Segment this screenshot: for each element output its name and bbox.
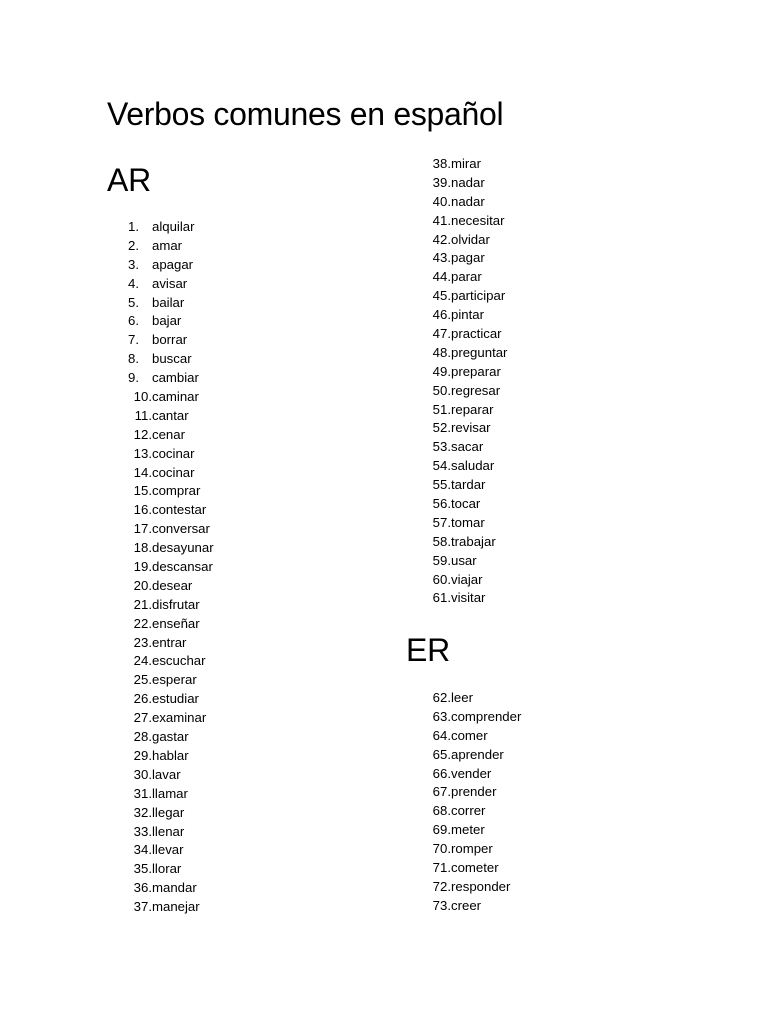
list-item [427,306,587,325]
list-item-number: 43. [432,250,451,266]
list-item-verb: romper [451,841,493,857]
list-item-number: 36. [133,880,152,896]
list-item-number: 7. [128,332,139,348]
list-item-verb: mandar [152,880,197,896]
list-item-verb: cambiar [152,370,199,386]
list-item-number: 34. [133,842,152,858]
list-item [128,539,288,558]
list-item-verb: bajar [152,313,182,329]
list-item-verb: pagar [451,250,485,266]
list-item [427,878,587,897]
list-item-verb: nadar [451,174,485,190]
list-item-verb: llenar [152,823,185,839]
list-item-verb: caminar [152,389,199,405]
list-item-number: 21. [133,596,152,612]
list-item-number: 9. [128,370,139,386]
list-item-number: 12. [133,426,152,442]
list-item-number: 38. [432,156,451,171]
list-item [128,312,288,331]
list-item-verb: cocinar [152,464,195,480]
list-item-number: 30. [133,766,152,782]
list-item-number: 2. [128,237,139,253]
list-item [128,464,288,483]
list-item-verb: mirar [451,156,482,171]
list-item-verb: hablar [152,747,189,763]
list-item-verb: prender [451,784,497,800]
list-item-verb: llevar [152,842,184,858]
list-item [427,765,587,784]
list-item [427,571,587,590]
list-item-number: 39. [432,174,451,190]
list-item [427,859,587,878]
list-item [427,708,587,727]
list-item [128,369,288,388]
list-item [427,268,587,287]
list-item [128,766,288,785]
list-item-number: 11. [134,407,152,423]
list-item [128,350,288,369]
list-item-number: 44. [432,269,451,285]
list-item [427,897,587,916]
list-item [128,841,288,860]
list-item [427,174,587,193]
list-item [128,747,288,766]
list-item-verb: cocinar [152,445,195,461]
list-item [427,325,587,344]
list-item-number: 71. [432,860,451,876]
list-item [427,363,587,382]
list-item [427,193,587,212]
list-item-number: 15. [133,483,152,499]
list-item-verb: revisar [451,420,491,436]
list-item [128,709,288,728]
list-item-number: 60. [432,571,451,587]
list-item-verb: borrar [152,332,188,348]
list-item-number: 33. [133,823,152,839]
list-item-verb: saludar [451,458,495,474]
list-item-number: 14. [133,464,152,480]
list-item [128,256,288,275]
list-item-verb: creer [451,897,482,913]
list-item-number: 35. [133,861,152,877]
list-item [128,728,288,747]
list-item [427,344,587,363]
list-item-verb: amar [152,237,183,253]
list-item-number: 46. [432,307,451,323]
list-item-number: 50. [432,382,451,398]
list-item-number: 24. [133,653,152,669]
list-item-number: 20. [133,577,152,593]
list-item-verb: desayunar [152,540,214,556]
document-title: Verbos comunes en español [107,96,504,132]
list-item [427,689,587,708]
list-item [427,727,587,746]
list-item-number: 22. [133,615,152,631]
list-item-number: 56. [432,496,451,512]
list-item-verb: practicar [451,326,502,342]
list-item [128,671,288,690]
list-item-verb: comprender [451,708,522,724]
list-item-verb: tardar [451,477,486,493]
list-item [128,501,288,520]
list-item-verb: comprar [152,483,201,499]
list-item-verb: participar [451,288,506,304]
list-item [427,212,587,231]
list-item-verb: correr [451,803,486,819]
list-item-verb: preguntar [451,344,508,360]
list-item-number: 70. [432,841,451,857]
list-item-number: 66. [432,765,451,781]
list-item-verb: avisar [152,275,188,291]
list-item-number: 42. [432,231,451,247]
list-item [427,840,587,859]
list-item-verb: tomar [451,514,485,530]
list-item-verb: esperar [152,672,197,688]
list-item [427,783,587,802]
list-item-number: 17. [133,521,152,537]
list-item-verb: visitar [451,590,486,606]
list-item-number: 45. [432,288,451,304]
list-item [128,577,288,596]
list-item-number: 52. [432,420,451,436]
list-item-number: 27. [133,710,152,726]
list-item-number: 16. [133,502,152,518]
list-item-verb: nadar [451,193,485,209]
list-item-verb: lavar [152,766,181,782]
list-item-number: 49. [432,363,451,379]
list-item-number: 53. [432,439,451,455]
list-item [128,482,288,501]
list-item [128,218,288,237]
list-item [128,331,288,350]
list-item [128,596,288,615]
list-item [128,558,288,577]
list-item [427,287,587,306]
list-item [128,690,288,709]
list-item-number: 57. [432,514,451,530]
verb-list-ar-column-1 [128,218,288,917]
list-item-number: 59. [432,552,451,568]
list-item-number: 48. [432,344,451,360]
list-item [128,634,288,653]
list-item [128,426,288,445]
list-item [128,615,288,634]
list-item [427,231,587,250]
list-item-number: 4. [128,275,139,291]
list-item-verb: regresar [451,382,501,398]
list-item-verb: pintar [451,307,484,323]
section-heading-ar: AR [107,162,152,198]
list-item [427,589,587,608]
list-item-number: 54. [432,458,451,474]
list-item [427,476,587,495]
list-item-verb: usar [451,552,477,568]
list-item-verb: manejar [152,899,200,915]
list-item-number: 65. [432,746,451,762]
list-item-verb: llegar [152,804,185,820]
list-item [128,652,288,671]
list-item [427,514,587,533]
list-item [427,802,587,821]
list-item-verb: sacar [451,439,484,455]
list-item-number: 8. [128,351,139,367]
list-item [427,249,587,268]
list-item-number: 1. [128,219,139,234]
list-item-verb: preparar [451,363,501,379]
list-item [427,419,587,438]
list-item [128,898,288,917]
list-item-verb: llorar [152,861,182,877]
list-item-number: 51. [432,401,451,417]
list-item-number: 25. [133,672,152,688]
list-item [128,388,288,407]
list-item-number: 72. [432,878,451,894]
list-item [128,520,288,539]
list-item [427,821,587,840]
list-item [128,804,288,823]
list-item-number: 26. [133,691,152,707]
list-item-verb: desear [152,577,193,593]
list-item [128,237,288,256]
list-item [427,401,587,420]
list-item-number: 19. [133,559,152,575]
list-item-verb: disfrutar [152,596,200,612]
list-item [128,860,288,879]
list-item-verb: vender [451,765,492,781]
list-item-verb: meter [451,822,485,838]
list-item-verb: descansar [152,559,213,575]
list-item [128,823,288,842]
list-item-verb: cantar [152,407,189,423]
list-item-number: 32. [133,804,152,820]
list-item-number: 29. [133,747,152,763]
list-item [128,275,288,294]
list-item-number: 61. [432,590,451,606]
list-item-verb: escuchar [152,653,206,669]
list-item-verb: parar [451,269,482,285]
list-item-number: 31. [133,785,152,801]
list-item-number: 28. [133,729,152,745]
list-item-verb: necesitar [451,212,505,228]
verb-list-er [427,689,587,916]
list-item-number: 37. [133,899,152,915]
list-item [427,457,587,476]
list-item [427,438,587,457]
list-item-verb: viajar [451,571,483,587]
list-item [427,495,587,514]
list-item [427,552,587,571]
list-item-verb: responder [451,878,511,894]
list-item-verb: leer [451,690,473,705]
list-item-number: 55. [432,477,451,493]
list-item-verb: tocar [451,496,481,512]
list-item-number: 23. [133,634,152,650]
list-item [427,533,587,552]
list-item [427,382,587,401]
list-item-verb: entrar [152,634,187,650]
list-item-verb: examinar [152,710,207,726]
list-item-verb: bailar [152,294,185,310]
list-item-verb: aprender [451,746,504,762]
list-item-verb: gastar [152,729,189,745]
list-item-verb: olvidar [451,231,490,247]
list-item-number: 47. [432,326,451,342]
list-item-number: 67. [432,784,451,800]
list-item-number: 41. [432,212,451,228]
list-item-verb: reparar [451,401,494,417]
list-item-verb: conversar [152,521,210,537]
list-item-number: 64. [432,727,451,743]
list-item-number: 40. [432,193,451,209]
list-item-number: 10. [133,389,152,405]
list-item-number: 3. [128,256,139,272]
list-item-number: 5. [128,294,139,310]
list-item-verb: apagar [152,256,194,272]
list-item [128,785,288,804]
list-item-number: 58. [432,533,451,549]
list-item-number: 62. [432,690,451,705]
list-item-verb: buscar [152,351,192,367]
list-item-verb: comer [451,727,488,743]
list-item [128,879,288,898]
list-item [128,294,288,313]
list-item-number: 73. [432,897,451,913]
list-item-number: 13. [133,445,152,461]
list-item-number: 63. [432,708,451,724]
list-item [427,155,587,174]
list-item [427,746,587,765]
list-item [128,445,288,464]
list-item [128,407,288,426]
list-item-number: 18. [133,540,152,556]
list-item-number: 6. [128,313,139,329]
list-item-verb: cometer [451,860,499,876]
list-item-verb: llamar [152,785,188,801]
list-item-number: 68. [432,803,451,819]
list-item-verb: trabajar [451,533,496,549]
list-item-verb: estudiar [152,691,199,707]
list-item-verb: cenar [152,426,185,442]
list-item-number: 69. [432,822,451,838]
list-item-verb: contestar [152,502,207,518]
verb-list-ar-column-2 [427,155,587,608]
list-item-verb: alquilar [152,219,195,234]
list-item-verb: enseñar [152,615,200,631]
section-heading-er: ER [406,632,451,668]
